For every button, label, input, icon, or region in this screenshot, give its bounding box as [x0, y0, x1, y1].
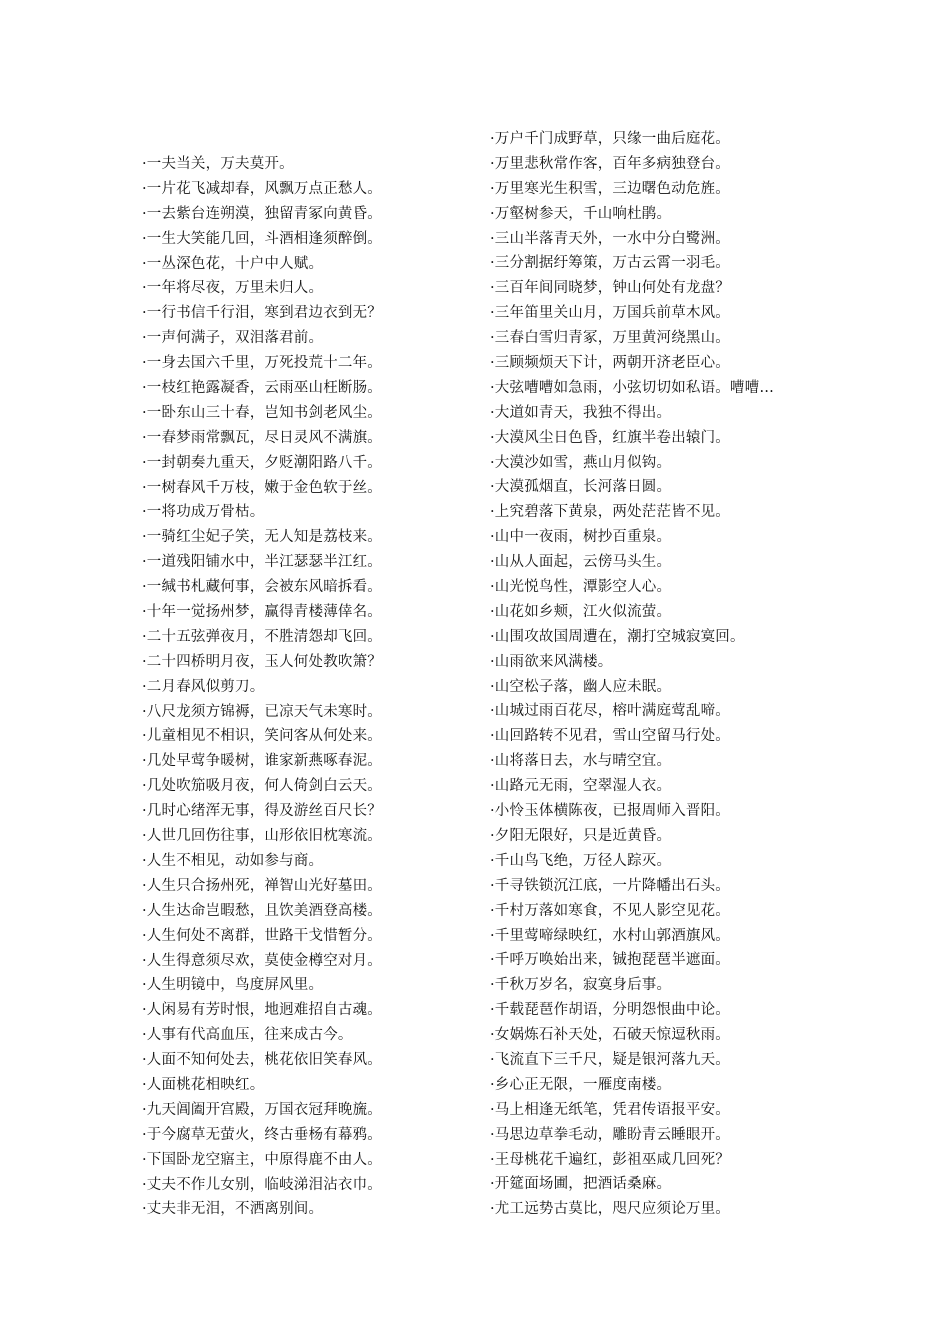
poem-line: ·人生达命岂暇愁，且饮美酒登高楼。	[142, 902, 383, 919]
poem-line: ·三年笛里关山月，万国兵前草木风。	[490, 305, 731, 322]
poem-line: ·一将功成万骨枯。	[142, 504, 265, 521]
poem-line: ·山中一夜雨，树抄百重泉。	[490, 529, 672, 546]
poem-line: ·山空松子落，幽人应未眠。	[490, 678, 672, 695]
poem-line: ·几时心绪浑无事，得及游丝百尺长？	[142, 803, 383, 820]
poem-line: ·于今腐草无萤火，终古垂杨有幕鸦。	[142, 1126, 383, 1143]
poem-line: ·山花如乡颊，江火似流萤。	[490, 603, 672, 620]
poem-line: ·三百年间同晓梦，钟山何处有龙盘？	[490, 280, 731, 297]
poem-line: ·儿童相见不相识，笑问客从何处来。	[142, 728, 383, 745]
poem-line: ·一枝红艳露凝香，云雨巫山枉断肠。	[142, 380, 383, 397]
poem-line: ·千寻铁锁沉江底，一片降幡出石头。	[490, 877, 731, 894]
poem-line: ·一年将尽夜，万里未归人。	[142, 280, 324, 297]
poem-line: ·一去紫台连朔漠，独留青冢向黄昏。	[142, 205, 383, 222]
poem-line: ·山将落日去，水与晴空宜。	[490, 753, 672, 770]
poem-line: ·丈夫不作儿女别，临岐涕泪沾衣巾。	[142, 1176, 383, 1193]
poem-line: ·飞流直下三千尺，疑是银河落九天。	[490, 1051, 731, 1068]
poem-line: ·山路元无雨，空翠湿人衣。	[490, 778, 672, 795]
poem-line: ·一道残阳铺水中，半江瑟瑟半江红。	[142, 554, 383, 571]
poem-line: ·山从人面起，云傍马头生。	[490, 554, 672, 571]
poem-line: ·几处早莺争暖树，谁家新燕啄春泥。	[142, 753, 383, 770]
poem-line: ·大漠沙如雪，燕山月似钩。	[490, 454, 672, 471]
poem-line: ·山雨欲来风满楼。	[490, 653, 613, 670]
poem-line: ·九天阊阖开宫殿，万国衣冠拜晚旒。	[142, 1101, 383, 1118]
poem-line: ·二十四桥明月夜，玉人何处教吹箫？	[142, 653, 383, 670]
poem-line: ·千载琵琶作胡语，分明怨恨曲中论。	[490, 1002, 731, 1019]
poem-line: ·一身去国六千里，万死投荒十二年。	[142, 355, 383, 372]
poem-line: ·人生明镜中，鸟度屏风里。	[142, 977, 324, 994]
poem-line: ·山光悦鸟性，潭影空人心。	[490, 579, 672, 596]
poem-line: ·人生只合扬州死，禅智山光好墓田。	[142, 877, 383, 894]
poem-line: ·人生得意须尽欢，莫使金樽空对月。	[142, 952, 383, 969]
poem-line: ·开筵面场圃，把酒话桑麻。	[490, 1176, 672, 1193]
poem-line: ·一树春风千万枝，嫩于金色软于丝。	[142, 479, 383, 496]
poem-line: ·一生大笑能几回，斗酒相逢须醉倒。	[142, 230, 383, 247]
poem-line: ·人面桃花相映红。	[142, 1076, 265, 1093]
poem-line: ·丈夫非无泪，不洒离别间。	[142, 1201, 324, 1218]
poem-line: ·三分割据纡筹策，万古云霄一羽毛。	[490, 255, 731, 272]
poem-line: ·一春梦雨常飘瓦，尽日灵风不满旗。	[142, 429, 383, 446]
poem-line: ·三山半落青天外，一水中分白鹭洲。	[490, 230, 731, 247]
poem-line: ·人世几回伤往事，山形依旧枕寒流。	[142, 828, 383, 845]
poem-line: ·一夫当关，万夫莫开。	[142, 156, 294, 172]
poem-line: ·一骑红尘妃子笑，无人知是荔枝来。	[142, 529, 383, 546]
poem-line: ·尤工远势古莫比，咫尺应须论万里。	[490, 1201, 731, 1218]
poem-line: ·二十五弦弹夜月，不胜清怨却飞回。	[142, 628, 383, 645]
poem-line: ·夕阳无限好，只是近黄昏。	[490, 827, 672, 844]
poem-line: ·万里寒光生积雪，三边曙色动危旌。	[490, 180, 731, 197]
poem-line: ·十年一觉扬州梦，赢得青楼薄倖名。	[142, 604, 383, 621]
poem-line: ·人面不知何处去，桃花依旧笑春风。	[142, 1052, 383, 1069]
poem-line: ·万户千门成野草，只缘一曲后庭花。	[490, 131, 731, 147]
poem-line: ·千秋万岁名，寂寞身后事。	[490, 977, 672, 994]
poem-line: ·山回路转不见君，雪山空留马行处。	[490, 728, 731, 745]
poem-line: ·三春白雪归青冢，万里黄河绕黑山。	[490, 330, 731, 347]
poem-line: ·千村万落如寒食，不见人影空见花。	[490, 902, 731, 919]
poem-line: ·八尺龙须方锦褥，已凉天气未寒时。	[142, 703, 383, 720]
poem-line: ·万壑树参天，千山响杜鹃。	[490, 205, 672, 222]
poem-line: ·大道如青天，我独不得出。	[490, 404, 672, 421]
poem-line: ·几处吹笳吸月夜，何人倚剑白云天。	[142, 778, 383, 795]
poem-line: ·小怜玉体横陈夜，已报周师入晋阳。	[490, 803, 731, 820]
poem-line: ·一缄书札藏何事，会被东风暗拆看。	[142, 579, 383, 596]
poem-line: ·一片花飞减却春，风飘万点正愁人。	[142, 180, 383, 197]
poem-line: ·上究碧落下黄泉，两处茫茫皆不见。	[490, 504, 731, 521]
poem-line: ·马上相逢无纸笔，凭君传语报平安。	[490, 1101, 731, 1118]
right-poem-column	[490, 127, 820, 1222]
poem-line: ·大漠风尘日色昏，红旗半卷出辕门。	[490, 429, 731, 446]
poem-line: ·女娲炼石补天处，石破天惊逗秋雨。	[490, 1027, 731, 1044]
poem-line: ·人事有代高血压，往来成古今。	[142, 1027, 353, 1044]
poem-line: ·人生不相见，动如参与商。	[142, 852, 324, 869]
poem-line: ·人生何处不离群，世路干戈惜暂分。	[142, 927, 383, 944]
poem-line: ·大弦嘈嘈如急雨，小弦切切如私语。嘈嘈…	[490, 379, 775, 396]
poem-line: ·千山鸟飞绝，万径人踪灭。	[490, 852, 672, 869]
poem-line: ·一声何满子，双泪落君前。	[142, 330, 324, 347]
poem-line: ·千里莺啼绿映红，水村山郭酒旗风。	[490, 927, 731, 944]
poem-line: ·一行书信千行泪，寒到君边衣到无？	[142, 305, 383, 322]
poem-line: ·山城过雨百花尽，榕叶满庭莺乱啼。	[490, 703, 731, 720]
left-poem-column	[142, 152, 472, 1222]
poem-line: ·乡心正无限，一雁度南楼。	[490, 1076, 672, 1093]
poem-line: ·马思边草拳毛动，雕盼青云睡眼开。	[490, 1126, 731, 1143]
poem-line: ·大漠孤烟直，长河落日圆。	[490, 479, 672, 496]
poem-line: ·王母桃花千遍红，彭祖巫咸几回死？	[490, 1151, 731, 1168]
poem-line: ·一丛深色花，十户中人赋。	[142, 255, 324, 272]
poem-line: ·二月春风似剪刀。	[142, 678, 265, 695]
poem-line: ·山围攻故国周遭在，潮打空城寂寞回。	[490, 628, 745, 645]
poem-line: ·千呼万唤始出来，铖抱琵琶半遮面。	[490, 952, 731, 969]
poem-line: ·万里悲秋常作客，百年多病独登台。	[490, 155, 731, 172]
poem-line: ·下国卧龙空寤主，中原得鹿不由人。	[142, 1151, 383, 1168]
poem-line: ·三顾频烦天下计，两朝开济老臣心。	[490, 355, 731, 372]
poem-line: ·人闲易有芳时恨，地迥难招自古魂。	[142, 1002, 383, 1019]
poem-line: ·一封朝奏九重天，夕贬潮阳路八千。	[142, 454, 383, 471]
poem-line: ·一卧东山三十春，岂知书剑老风尘。	[142, 404, 383, 421]
